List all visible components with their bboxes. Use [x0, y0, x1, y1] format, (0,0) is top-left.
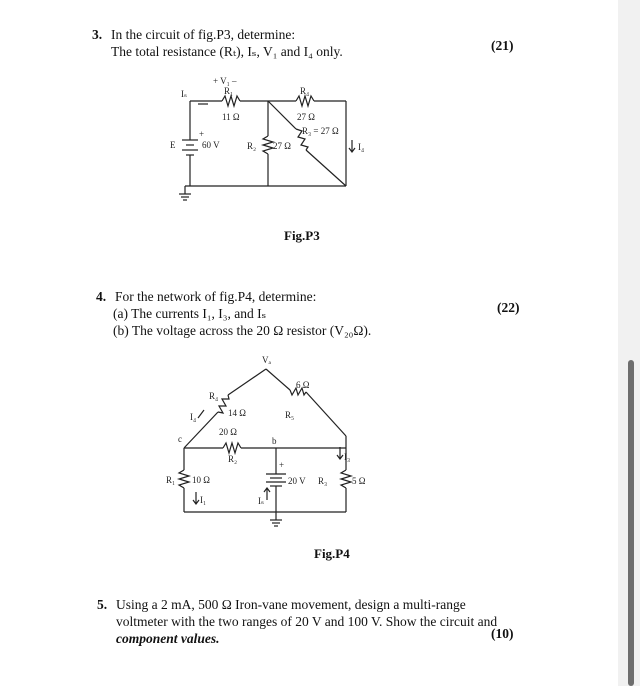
- p4-label-r5: R₅: [285, 410, 295, 420]
- question-3-line-2: The total resistance (Rₜ), Iₛ, V₁ and I₄ only.: [111, 44, 343, 59]
- p4-label-r4-value: 14 Ω: [228, 408, 246, 418]
- p3-label-is: Iₛ: [181, 89, 188, 99]
- question-4-line-2: (a) The currents I₁, I₃, and Iₛ: [113, 306, 267, 321]
- question-4-marks: (22): [497, 300, 520, 315]
- p3-label-i4: I₄: [358, 142, 365, 152]
- question-5-number: 5.: [97, 597, 108, 612]
- question-5-marks: (10): [491, 626, 514, 641]
- p4-label-r2: R₂: [228, 454, 238, 464]
- figure-p3-caption: Fig.P3: [284, 228, 320, 243]
- p3-label-r2: R₂: [247, 141, 257, 151]
- p3-label-r1: R₁: [224, 86, 234, 96]
- question-4-number: 4.: [96, 289, 107, 304]
- question-5-line-1: Using a 2 mA, 500 Ω Iron-vane movement, design a multi-range: [116, 597, 466, 612]
- question-5-line-2: voltmeter with the two ranges of 20 V and 100 V. Show the circuit and: [116, 614, 498, 629]
- p4-label-r2-value: 20 Ω: [219, 427, 237, 437]
- p4-label-r5-value: 6 Ω: [296, 380, 310, 390]
- p3-label-r2-value: 27 Ω: [273, 141, 291, 151]
- vertical-scrollbar[interactable]: [628, 360, 634, 686]
- p4-label-i3: I₃: [344, 452, 351, 462]
- figure-p4-caption: Fig.P4: [314, 546, 350, 561]
- p4-label-c: c: [178, 434, 182, 444]
- p3-battery-plus: +: [199, 129, 205, 139]
- p3-label-r4: R₄: [300, 86, 310, 96]
- question-3-marks: (21): [491, 38, 514, 53]
- question-3-line-1: In the circuit of fig.P3, determine:: [111, 27, 296, 42]
- p4-label-source: 20 V: [288, 476, 306, 486]
- p3-label-r4-value: 27 Ω: [297, 112, 315, 122]
- p4-battery-plus: +: [279, 460, 285, 470]
- p4-label-va: Vₐ: [262, 355, 271, 365]
- p4-label-i4: I₄: [190, 412, 197, 422]
- p4-label-b: b: [272, 436, 277, 446]
- p4-label-r1-value: 10 Ω: [192, 475, 210, 485]
- p4-label-r3-value: 5 Ω: [352, 476, 366, 486]
- question-4-line-1: For the network of fig.P4, determine:: [115, 289, 317, 304]
- p3-label-r3: R₃ = 27 Ω: [302, 126, 339, 136]
- p3-label-e: E: [170, 140, 176, 150]
- question-4-line-3: (b) The voltage across the 20 Ω resistor (V₂₀Ω).: [113, 323, 372, 338]
- p3-label-r1-value: 11 Ω: [222, 112, 240, 122]
- p4-label-r3: R₃: [318, 476, 328, 486]
- question-3-number: 3.: [92, 27, 103, 42]
- p4-label-is: Iₛ: [258, 496, 265, 506]
- p4-label-r4: R₄: [209, 391, 219, 401]
- p4-label-r1: R₁: [166, 475, 176, 485]
- p4-label-i1: I₁: [200, 495, 207, 505]
- p3-label-e-value: 60 V: [202, 140, 220, 150]
- question-5-line-3: component values.: [116, 631, 220, 646]
- p3-label-v1: + V₁ –: [213, 76, 237, 86]
